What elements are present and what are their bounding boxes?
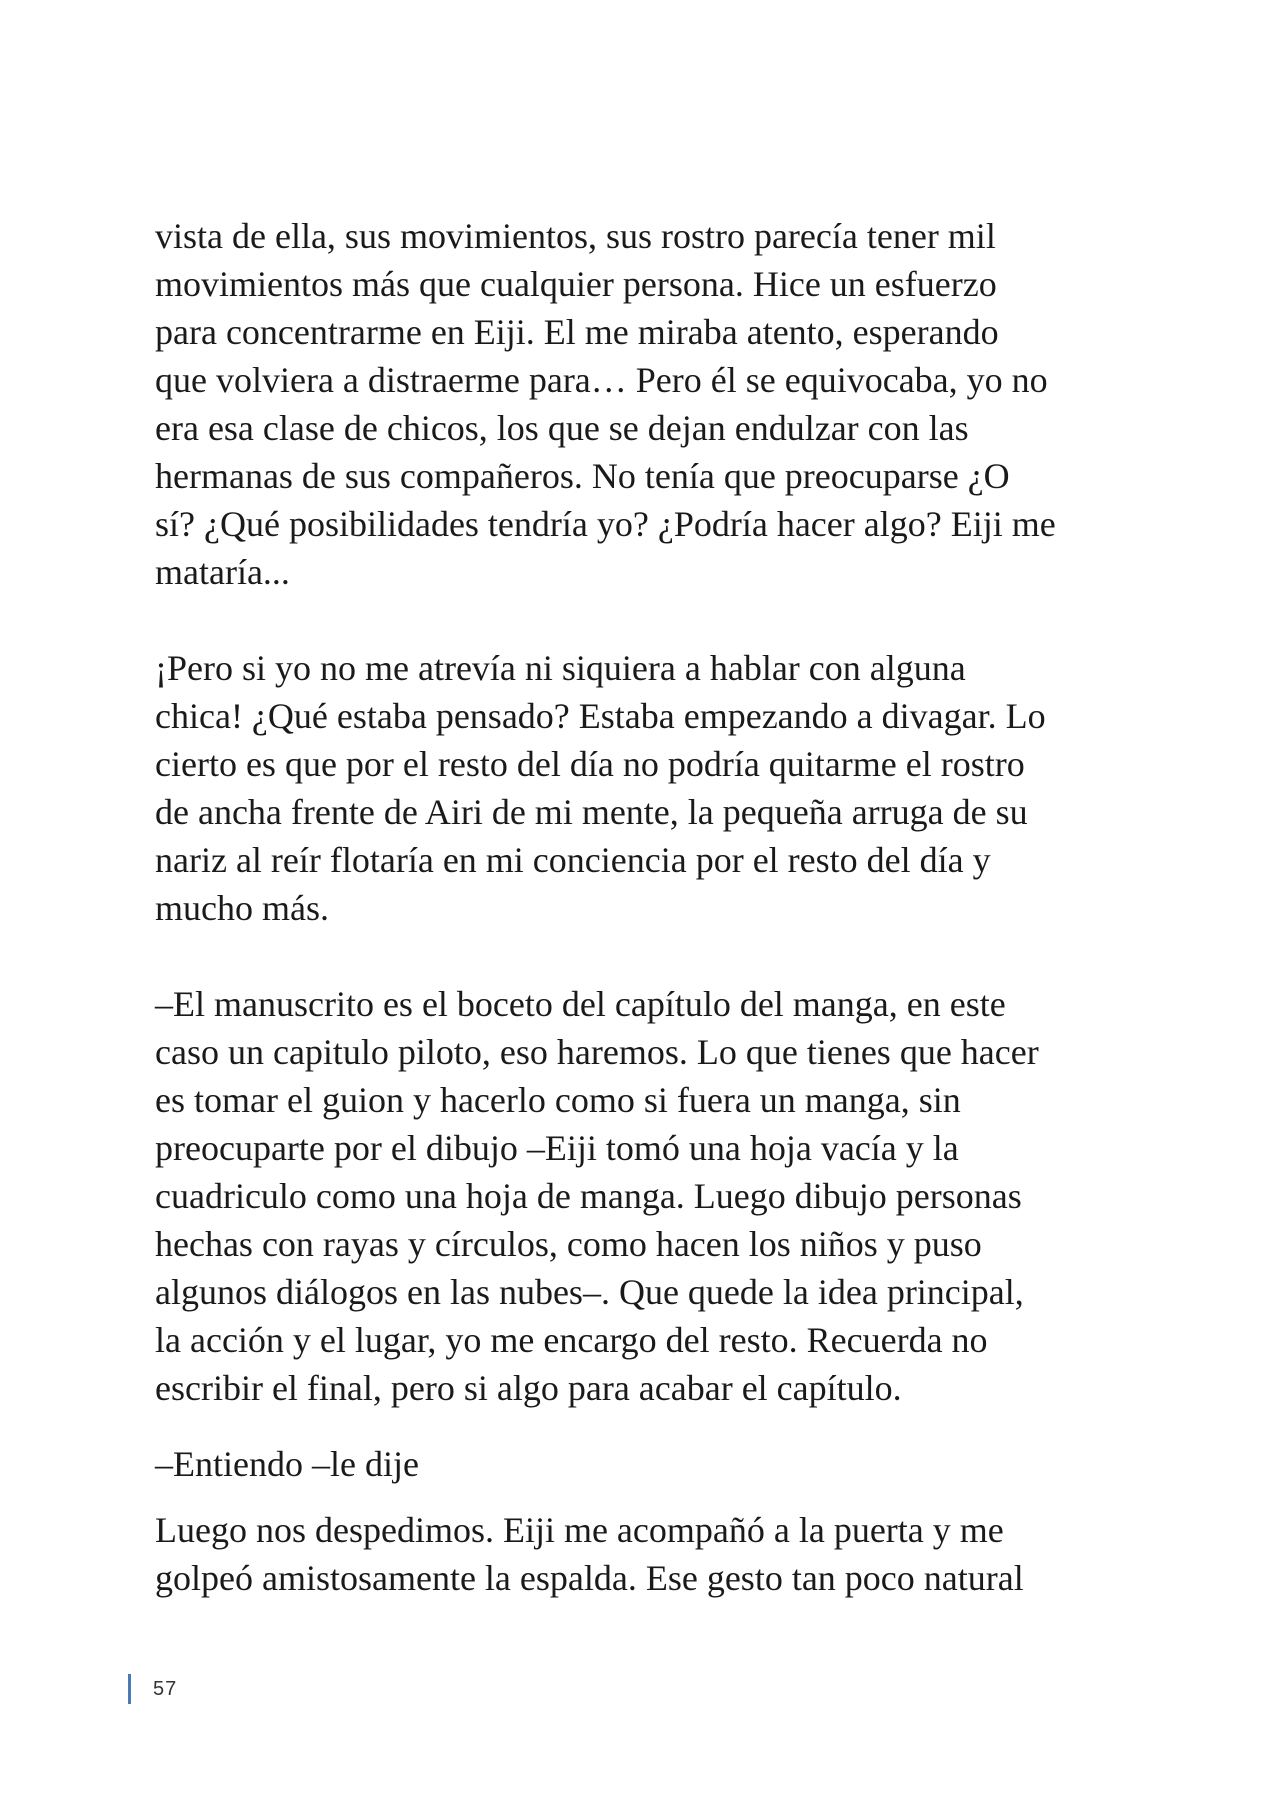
text-line: mataría... <box>155 552 290 592</box>
paragraph-2 <box>155 644 1140 932</box>
text-line: Luego nos despedimos. Eiji me acompañó a la puerta y me <box>155 1510 1004 1550</box>
text-line: –El manuscrito es el boceto del capítulo del manga, en este <box>155 984 1006 1024</box>
text-line: sí? ¿Qué posibilidades tendría yo? ¿Podría hacer algo? Eiji me <box>155 504 1056 544</box>
text-line: golpeó amistosamente la espalda. Ese gesto tan poco natural <box>155 1558 1024 1598</box>
text-line: que volviera a distraerme para… Pero él se equivocaba, yo no <box>155 360 1048 400</box>
text-line: cierto es que por el resto del día no podría quitarme el rostro <box>155 744 1025 784</box>
text-line: la acción y el lugar, yo me encargo del resto. Recuerda no <box>155 1320 988 1360</box>
paragraph-5 <box>155 1506 1140 1602</box>
text-line: escribir el final, pero si algo para acabar el capítulo. <box>155 1368 902 1408</box>
page-number: 57 <box>153 1677 178 1700</box>
text-line: para concentrarme en Eiji. El me miraba atento, esperando <box>155 312 999 352</box>
text-line: es tomar el guion y hacerlo como si fuera un manga, sin <box>155 1080 961 1120</box>
text-line: movimientos más que cualquier persona. Hice un esfuerzo <box>155 264 997 304</box>
text-line: vista de ella, sus movimientos, sus rostro parecía tener mil <box>155 216 996 256</box>
text-line: preocuparte por el dibujo –Eiji tomó una hoja vacía y la <box>155 1128 959 1168</box>
text-line: nariz al reír flotaría en mi conciencia por el resto del día y <box>155 840 991 880</box>
paragraph-4 <box>155 1440 1140 1488</box>
footer-accent-bar <box>128 1674 131 1704</box>
page-footer <box>128 1674 177 1704</box>
text-line: era esa clase de chicos, los que se dejan endulzar con las <box>155 408 969 448</box>
text-line: ¡Pero si yo no me atrevía ni siquiera a hablar con alguna <box>155 648 966 688</box>
paragraph-3 <box>155 980 1140 1412</box>
paragraph-1 <box>155 212 1140 596</box>
text-line: hermanas de sus compañeros. No tenía que preocuparse ¿O <box>155 456 1010 496</box>
text-line: mucho más. <box>155 888 329 928</box>
text-line: caso un capitulo piloto, eso haremos. Lo que tienes que hacer <box>155 1032 1039 1072</box>
text-line: –Entiendo –le dije <box>155 1444 419 1484</box>
text-line: algunos diálogos en las nubes–. Que quede la idea principal, <box>155 1272 1024 1312</box>
page-body-text <box>155 212 1140 1602</box>
text-line: de ancha frente de Airi de mi mente, la pequeña arruga de su <box>155 792 1028 832</box>
text-line: chica! ¿Qué estaba pensado? Estaba empezando a divagar. Lo <box>155 696 1046 736</box>
text-line: hechas con rayas y círculos, como hacen los niños y puso <box>155 1224 982 1264</box>
text-line: cuadriculo como una hoja de manga. Luego dibujo personas <box>155 1176 1022 1216</box>
